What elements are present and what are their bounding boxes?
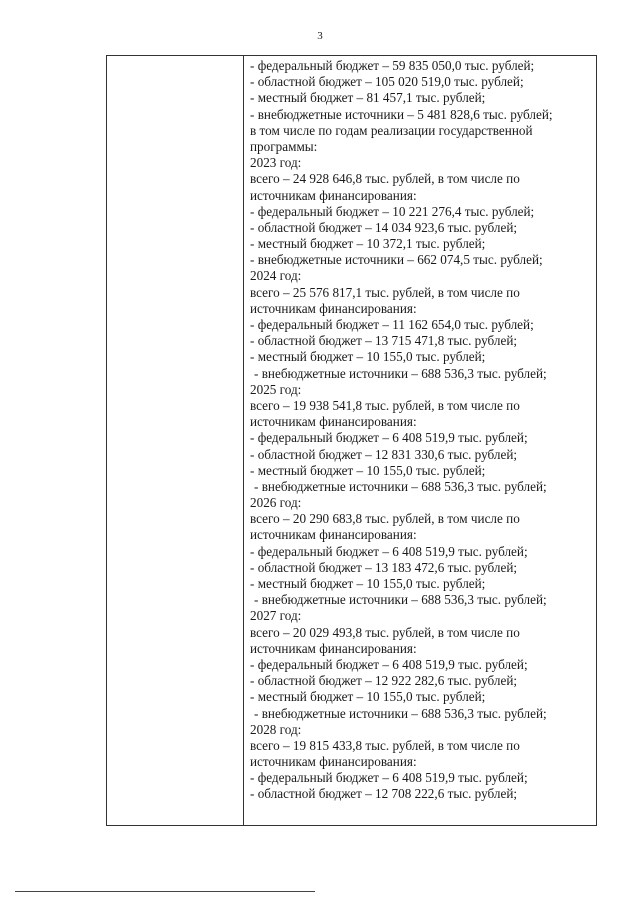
text-line: - местный бюджет – 10 155,0 тыс. рублей; <box>250 576 486 591</box>
text-line: источникам финансирования: <box>250 300 417 316</box>
text-line: 2026 год: <box>250 495 302 511</box>
text-line: - областной бюджет – 105 020 519,0 тыс. рублей; <box>250 74 524 90</box>
text-line: - федеральный бюджет – 6 408 519,9 тыс. рублей; <box>250 656 528 672</box>
text-line: 2027 год: <box>250 608 302 624</box>
text-line: всего – 24 928 646,8 тыс. рублей, в том числе по <box>250 171 520 187</box>
text-line: - местный бюджет – 10 155,0 тыс. рублей; <box>250 349 486 365</box>
text-line: 2024 год: <box>250 268 302 284</box>
funding-table <box>106 55 597 826</box>
text-line: - областной бюджет – 12 831 330,6 тыс. рублей; <box>250 446 518 462</box>
text-line: - федеральный бюджет – 59 835 050,0 тыс. рублей; <box>250 58 535 73</box>
text-line: всего – 20 290 683,8 тыс. рублей, в том числе по <box>250 511 520 527</box>
footnote-separator <box>15 891 315 892</box>
text-line: источникам финансирования: <box>250 754 417 770</box>
text-line: - внебюджетные источники – 688 536,3 тыс. рублей; <box>254 592 547 608</box>
text-line: 2025 год: <box>250 381 302 397</box>
text-line: 2023 год: <box>250 155 302 171</box>
text-line: всего – 25 576 817,1 тыс. рублей, в том числе по <box>250 284 520 300</box>
text-line: - федеральный бюджет – 6 408 519,9 тыс. рублей; <box>250 543 528 559</box>
text-line: - федеральный бюджет – 10 221 276,4 тыс. рублей; <box>250 203 535 219</box>
text-line: - внебюджетные источники – 662 074,5 тыс. рублей; <box>250 252 543 268</box>
text-line: 2028 год: <box>250 721 302 737</box>
text-line: - внебюджетные источники – 5 481 828,6 тыс. рублей; <box>250 106 553 122</box>
text-line: всего – 19 815 433,8 тыс. рублей, в том числе по <box>250 737 520 753</box>
text-line: программы: <box>250 138 318 154</box>
text-line: источникам финансирования: <box>250 414 417 430</box>
text-line: всего – 20 029 493,8 тыс. рублей, в том числе по <box>250 624 520 640</box>
text-line: - внебюджетные источники – 688 536,3 тыс. рублей; <box>254 478 547 494</box>
text-line: - областной бюджет – 12 708 222,6 тыс. рублей; <box>250 786 518 802</box>
text-line: - местный бюджет – 10 372,1 тыс. рублей; <box>250 236 486 252</box>
text-line: - областной бюджет – 14 034 923,6 тыс. рублей; <box>250 219 518 235</box>
text-line: источникам финансирования: <box>250 527 417 543</box>
text-line: - областной бюджет – 13 715 471,8 тыс. рублей; <box>250 333 518 349</box>
text-line: - местный бюджет – 10 155,0 тыс. рублей; <box>250 689 486 705</box>
text-line: - внебюджетные источники – 688 536,3 тыс. рублей; <box>254 365 547 381</box>
text-line: - местный бюджет – 10 155,0 тыс. рублей; <box>250 462 486 478</box>
table-right-column <box>244 56 596 825</box>
table-left-column <box>107 56 244 825</box>
text-line: - федеральный бюджет – 6 408 519,9 тыс. рублей; <box>250 430 528 446</box>
text-line: - федеральный бюджет – 11 162 654,0 тыс. рублей; <box>250 317 534 332</box>
text-line: - местный бюджет – 81 457,1 тыс. рублей; <box>250 90 486 106</box>
text-line: источникам финансирования: <box>250 187 417 203</box>
text-line: - областной бюджет – 12 922 282,6 тыс. рублей; <box>250 673 518 689</box>
text-line: - областной бюджет – 13 183 472,6 тыс. рублей; <box>250 559 518 575</box>
page-number: 3 <box>317 30 323 42</box>
text-line: - федеральный бюджет – 6 408 519,9 тыс. рублей; <box>250 770 528 786</box>
text-line: в том числе по годам реализации государственной <box>250 122 533 138</box>
text-line: всего – 19 938 541,8 тыс. рублей, в том числе по <box>250 397 520 413</box>
text-line: - внебюджетные источники – 688 536,3 тыс. рублей; <box>254 705 547 721</box>
text-line: источникам финансирования: <box>250 640 417 656</box>
